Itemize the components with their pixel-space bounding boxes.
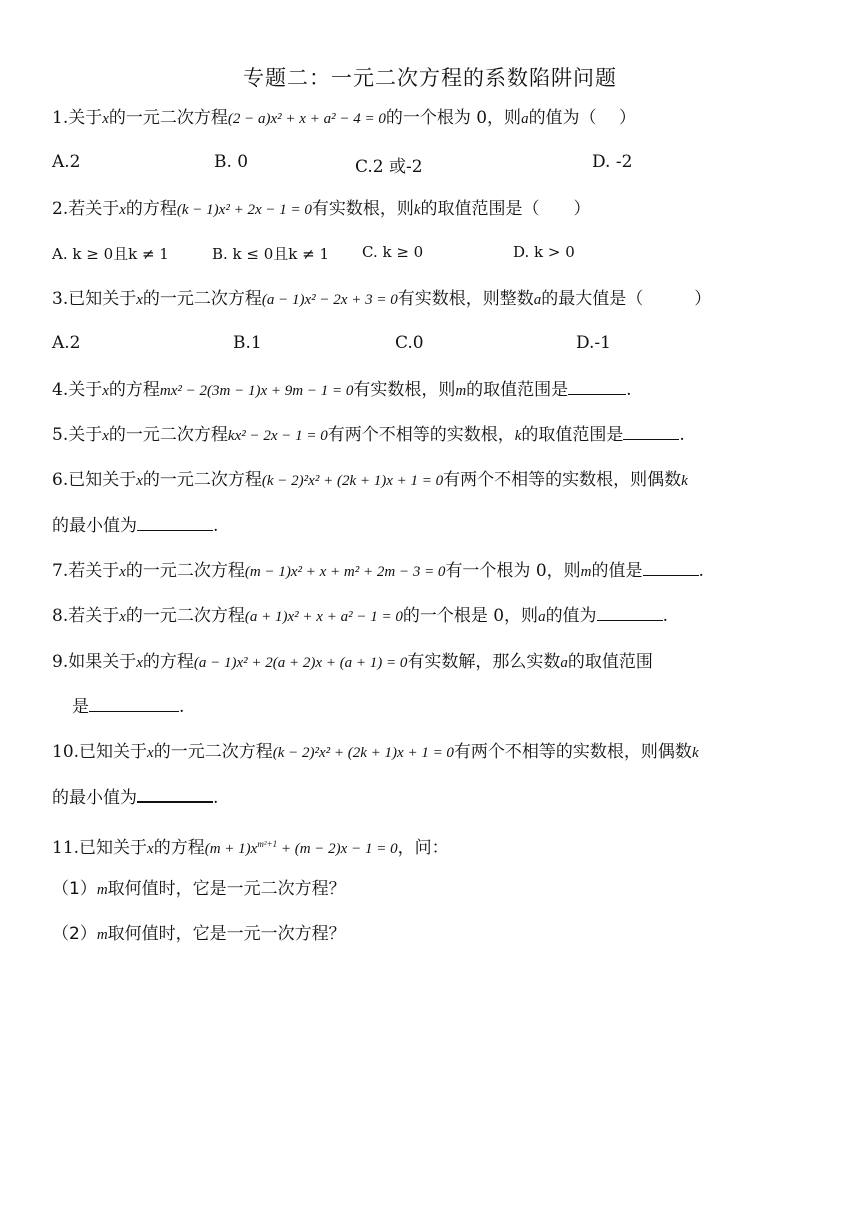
equation-6: (k − 2)²x² + (2k + 1)x + 1 = 0 [261,473,444,489]
question-11-part-1: （1）m取何值时，它是一元二次方程？ [52,879,346,899]
equation-7: (m − 1)x² + x + m² + 2m − 3 = 0 [244,564,446,580]
question-10-line-2: 的最小值为 . [52,785,812,810]
equation-10: (k − 2)²x² + (2k + 1)x + 1 = 0 [272,745,454,761]
equation-1: (2 − a)x² + x + a² − 4 = 0 [227,111,386,127]
equation-3: (a − 1)x² − 2x + 3 = 0 [261,292,398,308]
answer-blank-10[interactable] [137,785,213,803]
q1-option-d: D. -2 [592,152,633,172]
question-11-part-2: （2）m取何值时，它是一元一次方程？ [52,924,346,944]
question-3: 3.已知关于x的一元二次方程(a − 1)x² − 2x + 3 = 0有实数根，则整数a的最大值是（ ） [52,289,712,309]
question-10: 10.已知关于x的一元二次方程(k − 2)²x² + (2k + 1)x + 1 = 0有两个不相等的实数根，则偶数k [52,742,699,762]
q2-option-c: C. k ≥ 0 [362,243,424,261]
q3-option-d: D.-1 [576,333,611,353]
question-9-line-2: 是 . [72,697,185,717]
equation-4: mx² − 2(3m − 1)x + 9m − 1 = 0 [159,383,354,399]
question-6-line-2: 的最小值为 . [52,516,219,536]
question-5: 5.关于x的一元二次方程kx² − 2x − 1 = 0有两个不相等的实数根，k的取值范围是 . [52,425,685,445]
q2-option-d: D. k > 0 [513,243,575,261]
equation-5: kx² − 2x − 1 = 0 [227,428,328,444]
page-title: 专题二：一元二次方程的系数陷阱问题 [243,66,617,90]
q1-option-b: B. 0 [214,152,249,172]
question-8: 8.若关于x的一元二次方程(a + 1)x² + x + a² − 1 = 0的一个根是 0，则a的值为 . [52,606,668,626]
question-7: 7.若关于x的一元二次方程(m − 1)x² + x + m² + 2m − 3 = 0有一个根为 0，则m的值是 . [52,561,704,581]
q1-option-c: C.2 或-2 [355,157,423,177]
question-1: 1.关于x的一元二次方程(2 − a)x² + x + a² − 4 = 0的一个根为 0，则a的值为（ ） [52,108,636,128]
answer-blank-6[interactable] [137,514,213,531]
q3-option-a: A.2 [52,333,81,353]
equation-9: (a − 1)x² + 2(a + 2)x + (a + 1) = 0 [193,655,408,671]
equation-2: (k − 1)x² + 2x − 1 = 0 [176,202,312,218]
question-6: 6.已知关于x的一元二次方程(k − 2)²x² + (2k + 1)x + 1 = 0有两个不相等的实数根，则偶数k [52,470,688,490]
q2-option-a: A. k ≥ 0且k ≠ 1 [52,245,169,263]
q1-option-a: A.2 [52,152,81,172]
equation-11: $(m + 1)x^{m^2+1} + (m - 2)x - 1 = 0$ [204,839,398,857]
answer-blank-4[interactable] [568,378,626,395]
answer-blank-9[interactable] [89,695,179,712]
answer-blank-8[interactable] [597,604,663,621]
question-9: 9.如果关于x的方程(a − 1)x² + 2(a + 2)x + (a + 1) = 0有实数解，那么实数a的取值范围 [52,652,653,672]
answer-blank-7[interactable] [643,559,699,576]
q3-option-b: B.1 [233,333,262,353]
q3-option-c: C.0 [395,333,424,353]
answer-blank-5[interactable] [623,423,679,440]
question-11: 11.已知关于x的方程$(m + 1)x^{m^2+1} + (m - 2)x - 1 = 0$，问： [52,838,449,858]
question-4: 4.关于x的方程mx² − 2(3m − 1)x + 9m − 1 = 0有实数根，则m的取值范围是 . [52,380,632,400]
question-2: 2.若关于x的方程(k − 1)x² + 2x − 1 = 0有实数根，则k的取值范围是（ ） [52,199,591,219]
q2-option-b: B. k ≤ 0且k ≠ 1 [212,245,330,263]
equation-8: (a + 1)x² + x + a² − 1 = 0 [244,609,403,625]
